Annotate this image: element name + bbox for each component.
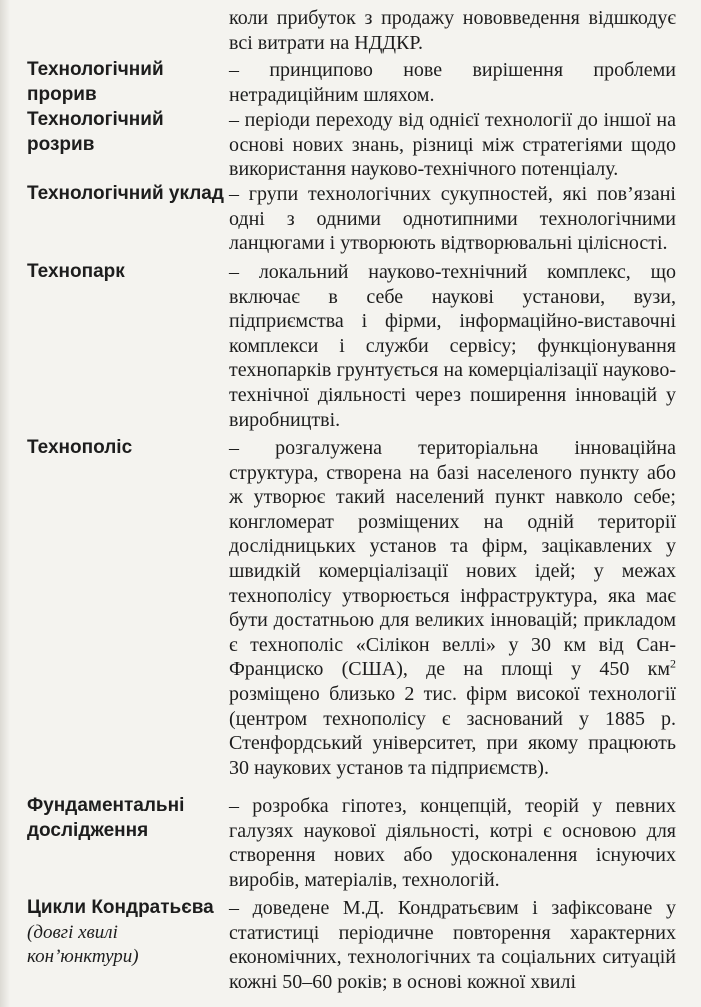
definition-text-part: розміщено близько 2 тис. фірм високої технології (центром технополісу є заснований у 1885 р. Стенфордський університет, при якому працюють 30 наукових установ та підприємств). — [229, 682, 676, 779]
entry-term: Технополіс — [27, 437, 133, 458]
definition-text-part: – розгалужена територіальна інноваційна структура, створена на базі населеного пункту або ж утворює такий населений пункт навколо себе; конгломерат розміщених на одній території дослідницьких установ та фірм, зацікавлених у швидкій комерціалізації нових ідей; у межах технополісу утворюється інфраструктура, яка має бути достатньою для великих інновацій; прикладом є технополіс «Сілікон веллі» у 30 км від Сан-Франциско (США), де на площі у 450 км — [229, 437, 676, 681]
entry-term — [27, 896, 227, 970]
entry-definition: – періоди переходу від однієї технології до іншої на основі нових знань, різниці між стратегіями щодо використання науково-технічного потенціалу. — [229, 109, 676, 181]
entry-definition: – розробка гіпотез, концепцій, теорій у певних галузях наукової діяльності, котрі є основою для створення нових або удосконалення існуючих виробів, матеріалів, технологій. — [229, 795, 676, 891]
entry-term: Технологічний розрив — [27, 109, 164, 155]
entry-term: Фундаментальні дослідження — [27, 795, 185, 841]
entry-term: Технологічний прорив — [27, 59, 164, 105]
entry-definition — [229, 436, 676, 780]
superscript-square: 2 — [670, 656, 676, 671]
entry-term-note: (довгі хвилі кон’юнктури) — [27, 921, 139, 967]
entry-definition: – доведене М.Д. Кондратьєвим і зафіксоване у статистиці періодичне повторення характерних економічних, технологічних та соціальних ситуацій кожні 50–60 років; в основі кожної хвилі — [229, 897, 676, 993]
entry-definition: – локальний науково-технічний комплекс, що включає в себе наукові установи, вузи, підприємства і фірми, інформаційно-виставочні комплекси і служби сервісу; функціонування технопарків грунтується на комерціалізації науково-технічної діяльності через поширення інновацій у виробництві. — [229, 261, 676, 431]
entry-definition: – групи технологічних сукупностей, які пов’язані одні з одними однотипними технологічними ланцюгами і утворюють відтворювальні цілісності. — [229, 183, 676, 255]
entry-definition: – принципово нове вирішення проблеми нетрадиційним шляхом. — [229, 59, 676, 106]
entry-term-text: Цикли Кондратьєва — [27, 897, 214, 918]
page-gutter-shadow — [0, 0, 10, 1007]
entry-term: Технопарк — [27, 261, 125, 282]
entry-definition: коли прибуток з продажу нововведення відшкодує всі витрати на НДДКР. — [229, 7, 676, 54]
entry-term: Технологічний уклад — [27, 183, 224, 204]
